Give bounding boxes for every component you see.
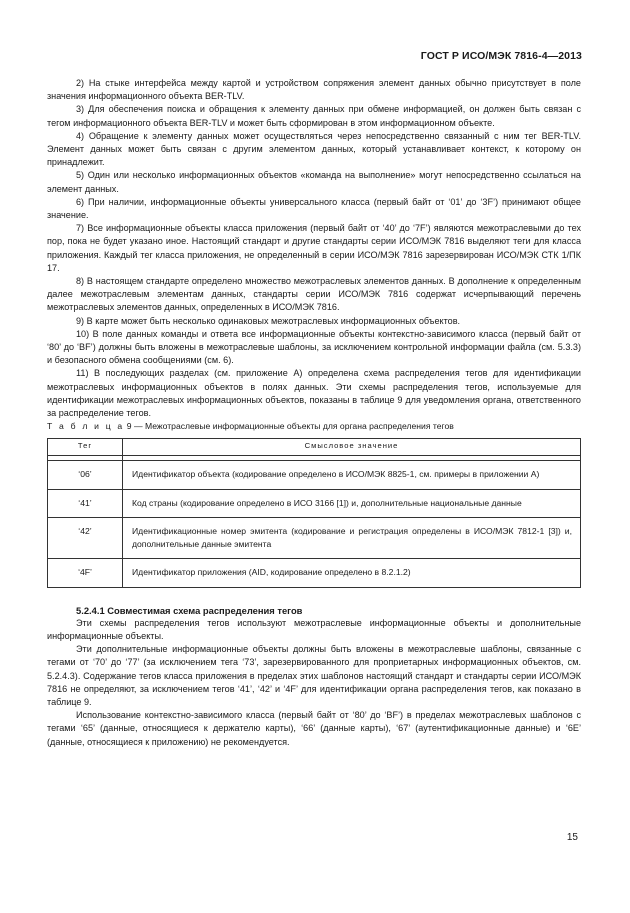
paragraph: 6) При наличии, информационные объекты универсального класса (первый байт от ‘01’ до ‘3F’) принимают общее значение. — [47, 196, 581, 221]
paragraph: Эти схемы распределения тегов используют межотраслевые информационные объекты и дополнительные информационные объекты. — [47, 617, 581, 641]
paragraph: 4) Обращение к элементу данных может осуществляться через непосредственно связанный с ним тег BER-TLV. Элемент данных может быть связан с другим элементом данных, который устанавливает контекст, к которому он принадлежит. — [47, 130, 581, 168]
paragraph: Использование контекстно-зависимого класса (первый байт от ‘80’ до ‘BF’) в пределах межотраслевых шаблонов с тегами ‘65’ (данные, относящиеся к держателю карты), ‘66’ (данные карты), ‘67’ (аутентификационные данные) и ‘6E’ (данные, относящиеся к приложению) не рекомендуется. — [47, 710, 581, 747]
page-number: 15 — [566, 832, 578, 843]
paragraph: 5) Один или несколько информационных объектов «команда на выполнение» могут непосредственно ссылаться на элемент данных. — [47, 170, 581, 194]
table-cell-desc: Код страны (кодирование определено в ИСО 3166 [1]) и, дополнительные национальные данные — [123, 489, 581, 517]
page-body — [47, 77, 581, 749]
table-row — [48, 461, 581, 489]
paragraph: 10) В поле данных команды и ответа все информационные объекты контекстно-зависимого класса (первый байт от ‘80’ до ‘BF’) должны быть вложены в межотраслевые шаблоны, за исключением контрольной информации файла (см. 5.3.3) и безопасного обмена сообщениями (см. 6). — [47, 328, 581, 366]
paragraph: 9) В карте может быть несколько одинаковых межотраслевых информационных объектов. — [76, 315, 461, 326]
paragraph: 2) На стыке интерфейса между картой и устройством сопряжения элемент данных обычно присутствует в поле значения информационного объекта BER-TLV. — [47, 78, 581, 102]
column-header-tag: Тег — [48, 439, 123, 456]
paragraph: 7) Все информационные объекты класса приложения (первый байт от ‘40’ до ‘7F’) являются межотраслевыми до тех пор, пока не будет указано иное. Настоящий стандарт и другие стандарты серии ИСО/МЭК 7816 выделяют теги для класса приложения. Каждый тег класса приложения, не определенный в серии ИСО/МЭК 7816 зарезервирован ИСО/МЭК СТК 1/ПК 17. — [47, 223, 581, 273]
table-caption-text: 9 — Межотраслевые информационные объекты для органа распределения тегов — [126, 421, 454, 432]
paragraph: Эти дополнительные информационные объекты должны быть вложены в межотраслевые шаблоны, связанные с тегами от ‘70’ до ‘77’ (за исключением тега ‘73’, зарезервированного для проприетарных информационных объектов, см. 5.2.4.3). Содержание тегов класса приложения в пределах этих шаблонов настоящий стандарт и стандарты серии ИСО/МЭК 7816 не определяют, за исключением тегов ‘41’, ‘42’ и ‘4F’ для идентификации органа распределения тегов, как показано в таблице 9. — [47, 644, 581, 707]
table-cell-tag: ‘41’ — [48, 489, 123, 517]
paragraph: 3) Для обеспечения поиска и обращения к элементу данных при обмене информацией, он должен быть связан с тегом информационного объекта BER-TLV и может быть сформирован в этом информационном объекте. — [47, 104, 581, 128]
table-cell-desc: Идентификационные номер эмитента (кодирование и регистрация определены в ИСО/МЭК 7812-1 [3]) и, дополнительные данные эмитента — [123, 518, 581, 559]
table-cell-desc: Идентификатор приложения (AID, кодирование определено в 8.2.1.2) — [123, 559, 581, 587]
table-caption-label: Т а б л и ц а — [47, 421, 125, 432]
table-caption — [47, 420, 581, 433]
table-row — [48, 559, 581, 587]
table-cell-tag: ‘06’ — [48, 461, 123, 489]
table-cell-desc: Идентификатор объекта (кодирование определено в ИСО/МЭК 8825-1, см. примеры в приложении А) — [123, 461, 581, 489]
table-header-row — [48, 439, 581, 456]
section-heading: 5.2.4.1 Совместимая схема распределения тегов — [76, 604, 303, 616]
tag-table — [47, 438, 581, 587]
paragraph: 11) В последующих разделах (см. приложение А) определена схема распределения тегов для идентификации межотраслевых информационных объектов в полях данных. Эти схемы распределения тегов, используемые для идентификации межотраслевых информационных объектов, показаны в таблице 9 для уведомления органа, ответственного за распределение тегов. — [47, 368, 581, 419]
document-header: ГОСТ Р ИСО/МЭК 7816-4—2013 — [420, 50, 582, 62]
table-row — [48, 489, 581, 517]
table-cell-tag: ‘4F’ — [48, 559, 123, 587]
column-header-meaning: Смысловое значение — [123, 439, 581, 456]
table-cell-tag: ‘42’ — [48, 518, 123, 559]
table-row — [48, 518, 581, 559]
paragraph: 8) В настоящем стандарте определено множество межотраслевых элементов данных. В дополнение к определенным далее межотраслевым элементам данных, стандарты серии ИСО/МЭК 7816 содержат исчерпывающий перечень межотраслевых элементов данных, определенных в ИСО/МЭК 7816. — [47, 276, 581, 313]
